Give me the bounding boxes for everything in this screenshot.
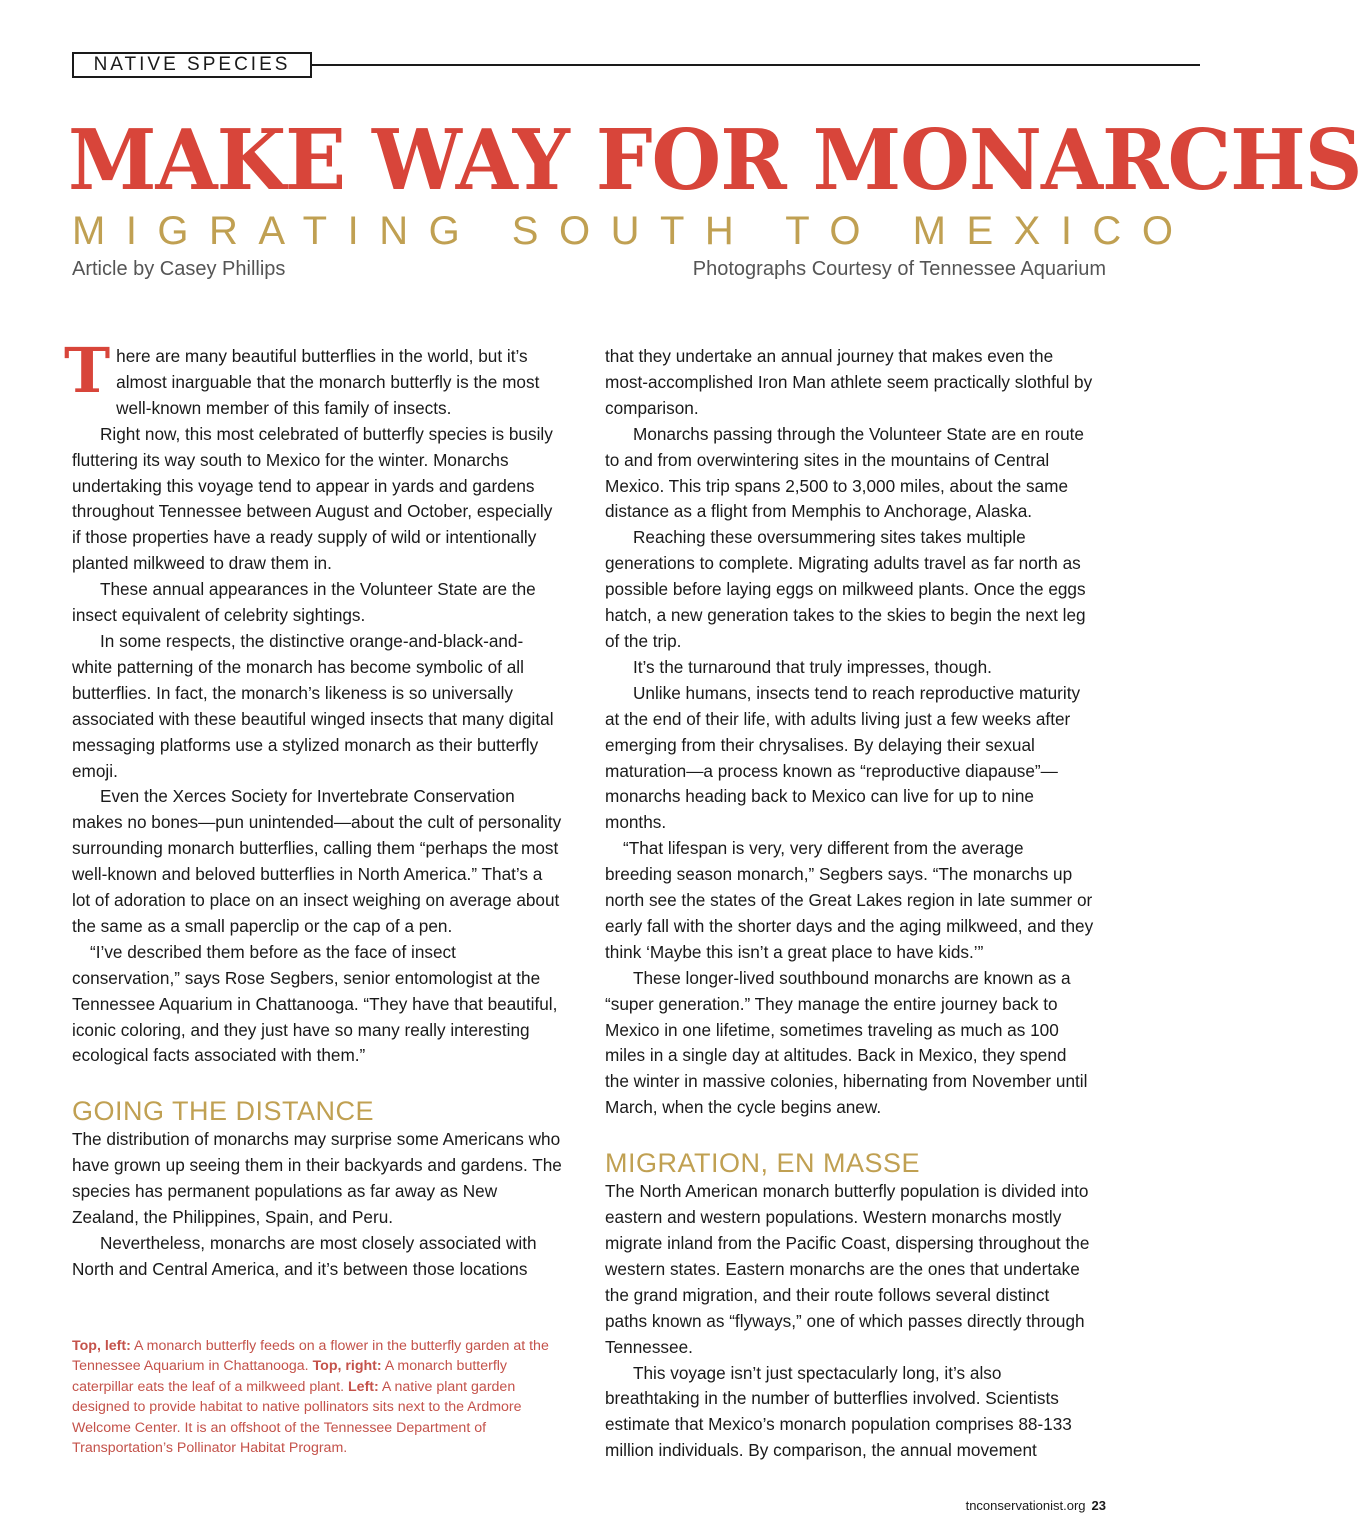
- byline: Article by Casey Phillips: [72, 258, 286, 280]
- paragraph: The distribution of monarchs may surprise some Americans who have grown up seeing them in their backyards and gardens. The species has permanent populations as far away as New Zealand, the Philippines, Spain, and Peru.: [72, 1129, 562, 1228]
- paragraph: It’s the turnaround that truly impresses, though.: [633, 656, 992, 677]
- paragraph: Monarchs passing through the Volunteer State are en route to and from overwintering sites in the mountains of Central Mexico. This trip spans 2,500 to 3,000 miles, about the same distance as a flight from Memphis to Anchorage, Alaska.: [605, 423, 1084, 522]
- paragraph: “I’ve described them before as the face of insect conservation,” says Rose Segbers, senior entomologist at the Tennessee Aquarium in Chattanooga. “They have that beautiful, iconic coloring, and they just have so many really interesting ecological facts associated with them.”: [72, 941, 558, 1066]
- left-column: [64, 334, 562, 1283]
- drop-cap: T: [64, 334, 111, 407]
- section-rule: [312, 64, 1200, 66]
- photo-caption: [72, 1336, 567, 1458]
- caption-text: A monarch butterfly caterpillar eats the leaf of a milkweed plant.: [72, 1358, 508, 1395]
- paragraph: “That lifespan is very, very different from the average breeding season monarch,” Segbers says. “The monarchs up north see the states of the Great Lakes region in late summer or early fall with the shorter days and the aging milkweed, and they think ‘Maybe this isn’t a great place to have kids.’”: [605, 838, 1094, 962]
- paragraph: Nevertheless, monarchs are most closely associated with North and Central America, and it’s between those locations: [72, 1233, 537, 1279]
- photo-credit: Photographs Courtesy of Tennessee Aquarium: [692, 258, 1106, 280]
- paragraph: [64, 334, 562, 422]
- caption-label: Top, right:: [312, 1358, 382, 1375]
- paragraph: Even the Xerces Society for Invertebrate Conservation makes no bones—pun unintended—about the cult of personality surrounding monarch butterflies, calling them “perhaps the most well-known and beloved butterflies in North America.” That’s a lot of adoration to place on an insect weighing on average about the same as a small paperclip or the cap of a pen.: [72, 786, 562, 936]
- section-tag: NATIVE SPECIES: [72, 52, 312, 78]
- paragraph-text: here are many beautiful butterflies in the world, but it’s almost inarguable that the monarch butterfly is the most well-known member of this family of insects.: [116, 346, 540, 418]
- paragraph: that they undertake an annual journey that makes even the most-accomplished Iron Man athlete seem practically slothful by comparison.: [605, 346, 1093, 418]
- paragraph: This voyage isn’t just spectacularly long, it’s also breathtaking in the number of butterflies involved. Scientists estimate that Mexico’s monarch population comprises 88-133 million individuals. By comparison, the annual movement: [605, 1362, 1072, 1461]
- subhead-migration-en-masse: MIGRATION, EN MASSE: [605, 1148, 921, 1179]
- caption-text: A native plant garden designed to provide habitat to native pollinators sits next to the Ardmore Welcome Center. It is an offshoot of the Tennessee Department of Transportation’s Pollinator Habitat Program.: [72, 1378, 522, 1457]
- caption-label: Left:: [348, 1378, 379, 1395]
- paragraph: Right now, this most celebrated of butterfly species is busily fluttering its way south to Mexico for the winter. Monarchs undertaking this voyage tend to appear in yards and gardens throughout Tennessee between August and October, especially if those properties have a ready supply of wild or intentionally planted milkweed to draw them in.: [72, 423, 553, 574]
- caption-text: A monarch butterfly feeds on a flower in the butterfly garden at the Tennessee Aquarium in Chattanooga.: [72, 1338, 549, 1375]
- paragraph: Unlike humans, insects tend to reach reproductive maturity at the end of their life, with adults living just a few weeks after emerging from their chrysalises. By delaying their sexual maturation—a process known as “reproductive diapause”—monarchs heading back to Mexico can live for up to nine months.: [605, 682, 1081, 833]
- paragraph: In some respects, the distinctive orange-and-black-and-white patterning of the monarch has become symbolic of all butterflies. In fact, the monarch’s likeness is so universally associated with these beautiful winged insects that many digital messaging platforms use a stylized monarch as their butterfly emoji.: [72, 630, 554, 781]
- caption-label: Top, left:: [72, 1338, 131, 1354]
- right-column: [605, 344, 1095, 1464]
- article-subtitle: MIGRATING SOUTH TO MEXICO: [72, 209, 1194, 253]
- page-number: 23: [1091, 1498, 1106, 1513]
- paragraph: Reaching these oversummering sites takes multiple generations to complete. Migrating adults travel as far north as possible before laying eggs on milkweed plants. Once the eggs hatch, a new generation takes to the skies to begin the next leg of the trip.: [605, 527, 1086, 651]
- paragraph: These annual appearances in the Volunteer State are the insect equivalent of celebrity sightings.: [72, 579, 536, 626]
- subhead-going-the-distance: GOING THE DISTANCE: [72, 1096, 375, 1127]
- paragraph: The North American monarch butterfly population is divided into eastern and western populations. Western monarchs mostly migrate inland from the Pacific Coast, dispersing throughout the western states. Eastern monarchs are the ones that undertake the grand migration, and their route follows several distinct paths known as “flyways,” one of which passes directly through Tennessee.: [605, 1181, 1090, 1357]
- paragraph: These longer-lived southbound monarchs are known as a “super generation.” They manage the entire journey back to Mexico in one lifetime, sometimes traveling as much as 100 miles in a single day at altitudes. Back in Mexico, they spend the winter in massive colonies, hibernating from November until March, when the cycle begins anew.: [605, 967, 1088, 1118]
- article-title: MAKE WAY FOR MONARCHS: [68, 111, 1362, 209]
- footer-site: tnconservationist.org: [965, 1498, 1086, 1513]
- page-footer: [966, 1498, 1106, 1513]
